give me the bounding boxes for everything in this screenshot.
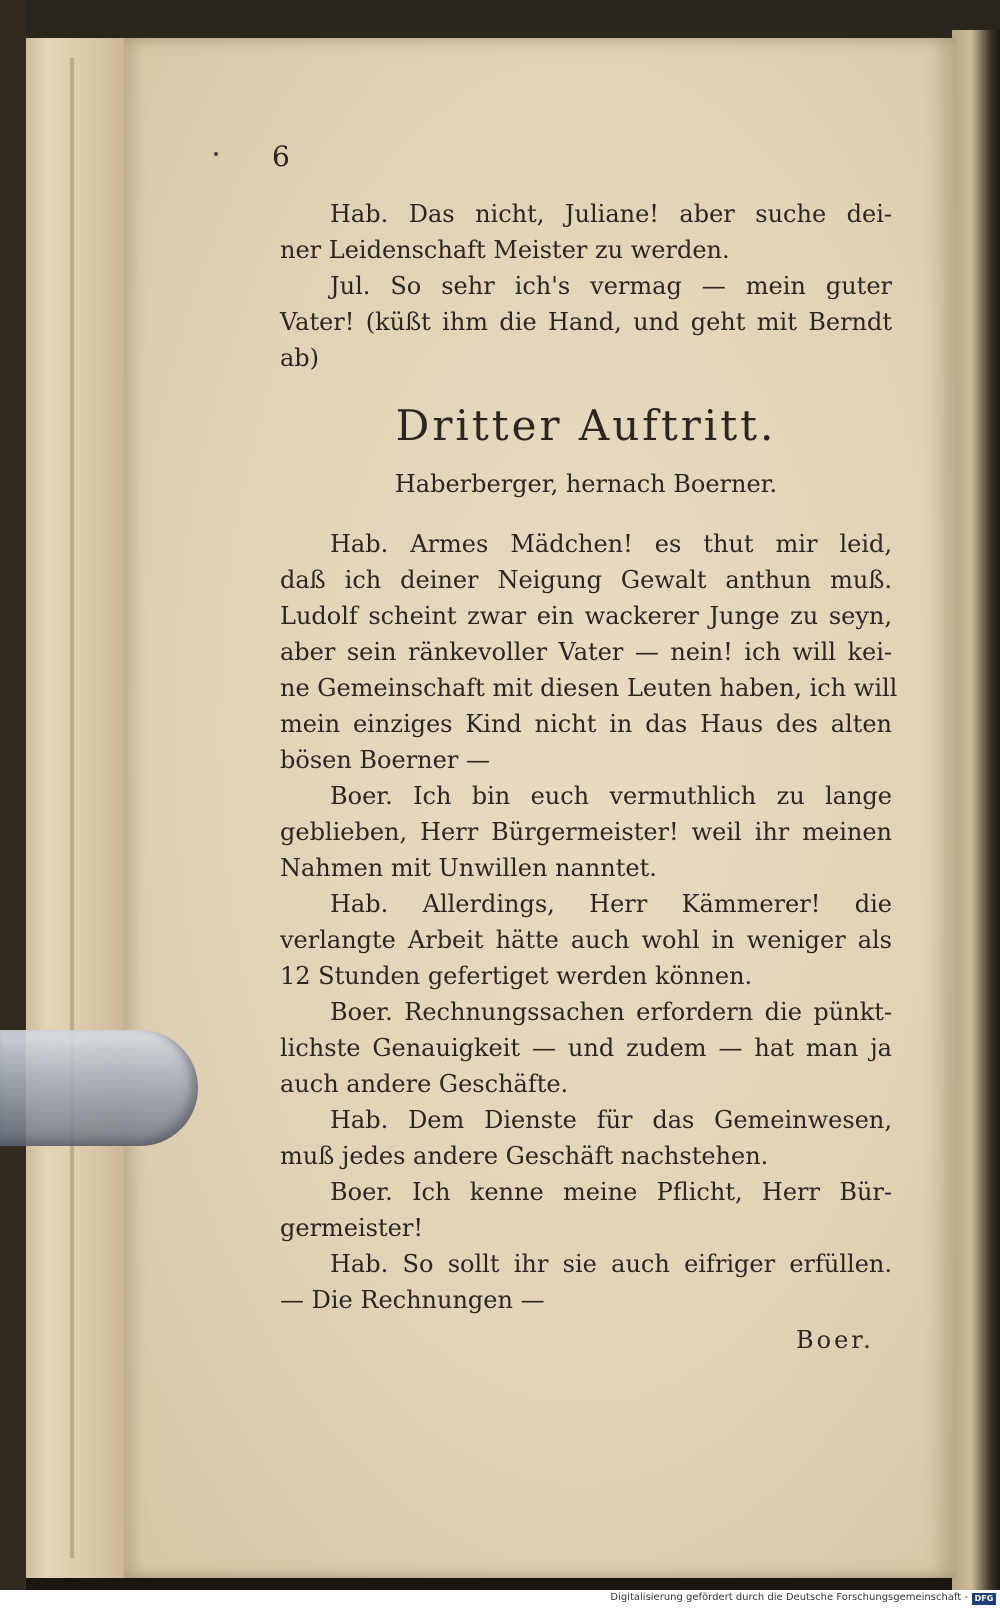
page-number: 6 (272, 140, 290, 173)
scene-characters: Haberberger, hernach Boerner. (394, 470, 778, 498)
text-line: Ludolf scheint zwar ein wackerer Junge zu seyn, (280, 602, 892, 630)
scan-background-top (0, 0, 1000, 40)
scanner-finger-cot (0, 1030, 198, 1146)
text-line: ner Leidenschaft Meister zu werden. (280, 236, 730, 264)
ink-speck (214, 152, 218, 156)
text-line: aber sein ränkevoller Vater — nein! ich will kei- (280, 638, 892, 666)
text-line: — Die Rechnungen — (280, 1286, 545, 1314)
text-line: auch andere Geschäfte. (280, 1070, 569, 1098)
text-line: Hab. Das nicht, Juliane! aber suche dei- (330, 200, 892, 228)
text-line: Hab. Armes Mädchen! es thut mir leid, (330, 530, 892, 558)
text-line: 12 Stunden gefertiget werden können. (280, 962, 753, 990)
footer-bar (0, 1590, 1000, 1609)
scene-heading: Dritter Auftritt. (395, 401, 777, 450)
text-line: bösen Boerner — (280, 746, 490, 774)
text-line: ne Gemeinschaft mit diesen Leuten haben, ich will (280, 674, 898, 702)
text-line: germeister! (280, 1214, 423, 1242)
text-line: daß ich deiner Neigung Gewalt anthun muß. (280, 566, 892, 594)
book-right-edge (952, 30, 1000, 1590)
scan-background-left (0, 0, 26, 1590)
text-line: geblieben, Herr Bürgermeister! weil ihr meinen (280, 818, 892, 846)
text-line: Hab. Allerdings, Herr Kämmerer! die (330, 890, 892, 918)
text-line: Vater! (küßt ihm die Hand, und geht mit Berndt (280, 308, 892, 336)
digitization-credit: Digitalisierung gefördert durch die Deutsche Forschungsgemeinschaft - (610, 1592, 968, 1603)
text-line: lichste Genauigkeit — und zudem — hat man ja (280, 1034, 892, 1062)
text-line: verlangte Arbeit hätte auch wohl in weniger als (280, 926, 892, 954)
text-line: Hab. So sollt ihr sie auch eifriger erfüllen. (330, 1250, 892, 1278)
catchword: Boer. (796, 1326, 874, 1354)
text-line: Nahmen mit Unwillen nanntet. (280, 854, 657, 882)
text-line: Boer. Ich kenne meine Pflicht, Herr Bür- (330, 1178, 892, 1206)
book-spine-edge (26, 38, 128, 1578)
dfg-logo: DFG (972, 1593, 996, 1605)
text-line: Boer. Rechnungssachen erfordern die pünkt- (330, 998, 892, 1026)
text-line: mein einziges Kind nicht in das Haus des alten (280, 710, 892, 738)
text-line: Hab. Dem Dienste für das Gemeinwesen, (330, 1106, 892, 1134)
page-fold-line (70, 58, 74, 1558)
text-line: ab) (280, 344, 320, 372)
text-line: muß jedes andere Geschäft nachstehen. (280, 1142, 769, 1170)
text-line: Boer. Ich bin euch vermuthlich zu lange (330, 782, 892, 810)
text-line: Jul. So sehr ich's vermag — mein guter (330, 272, 892, 300)
